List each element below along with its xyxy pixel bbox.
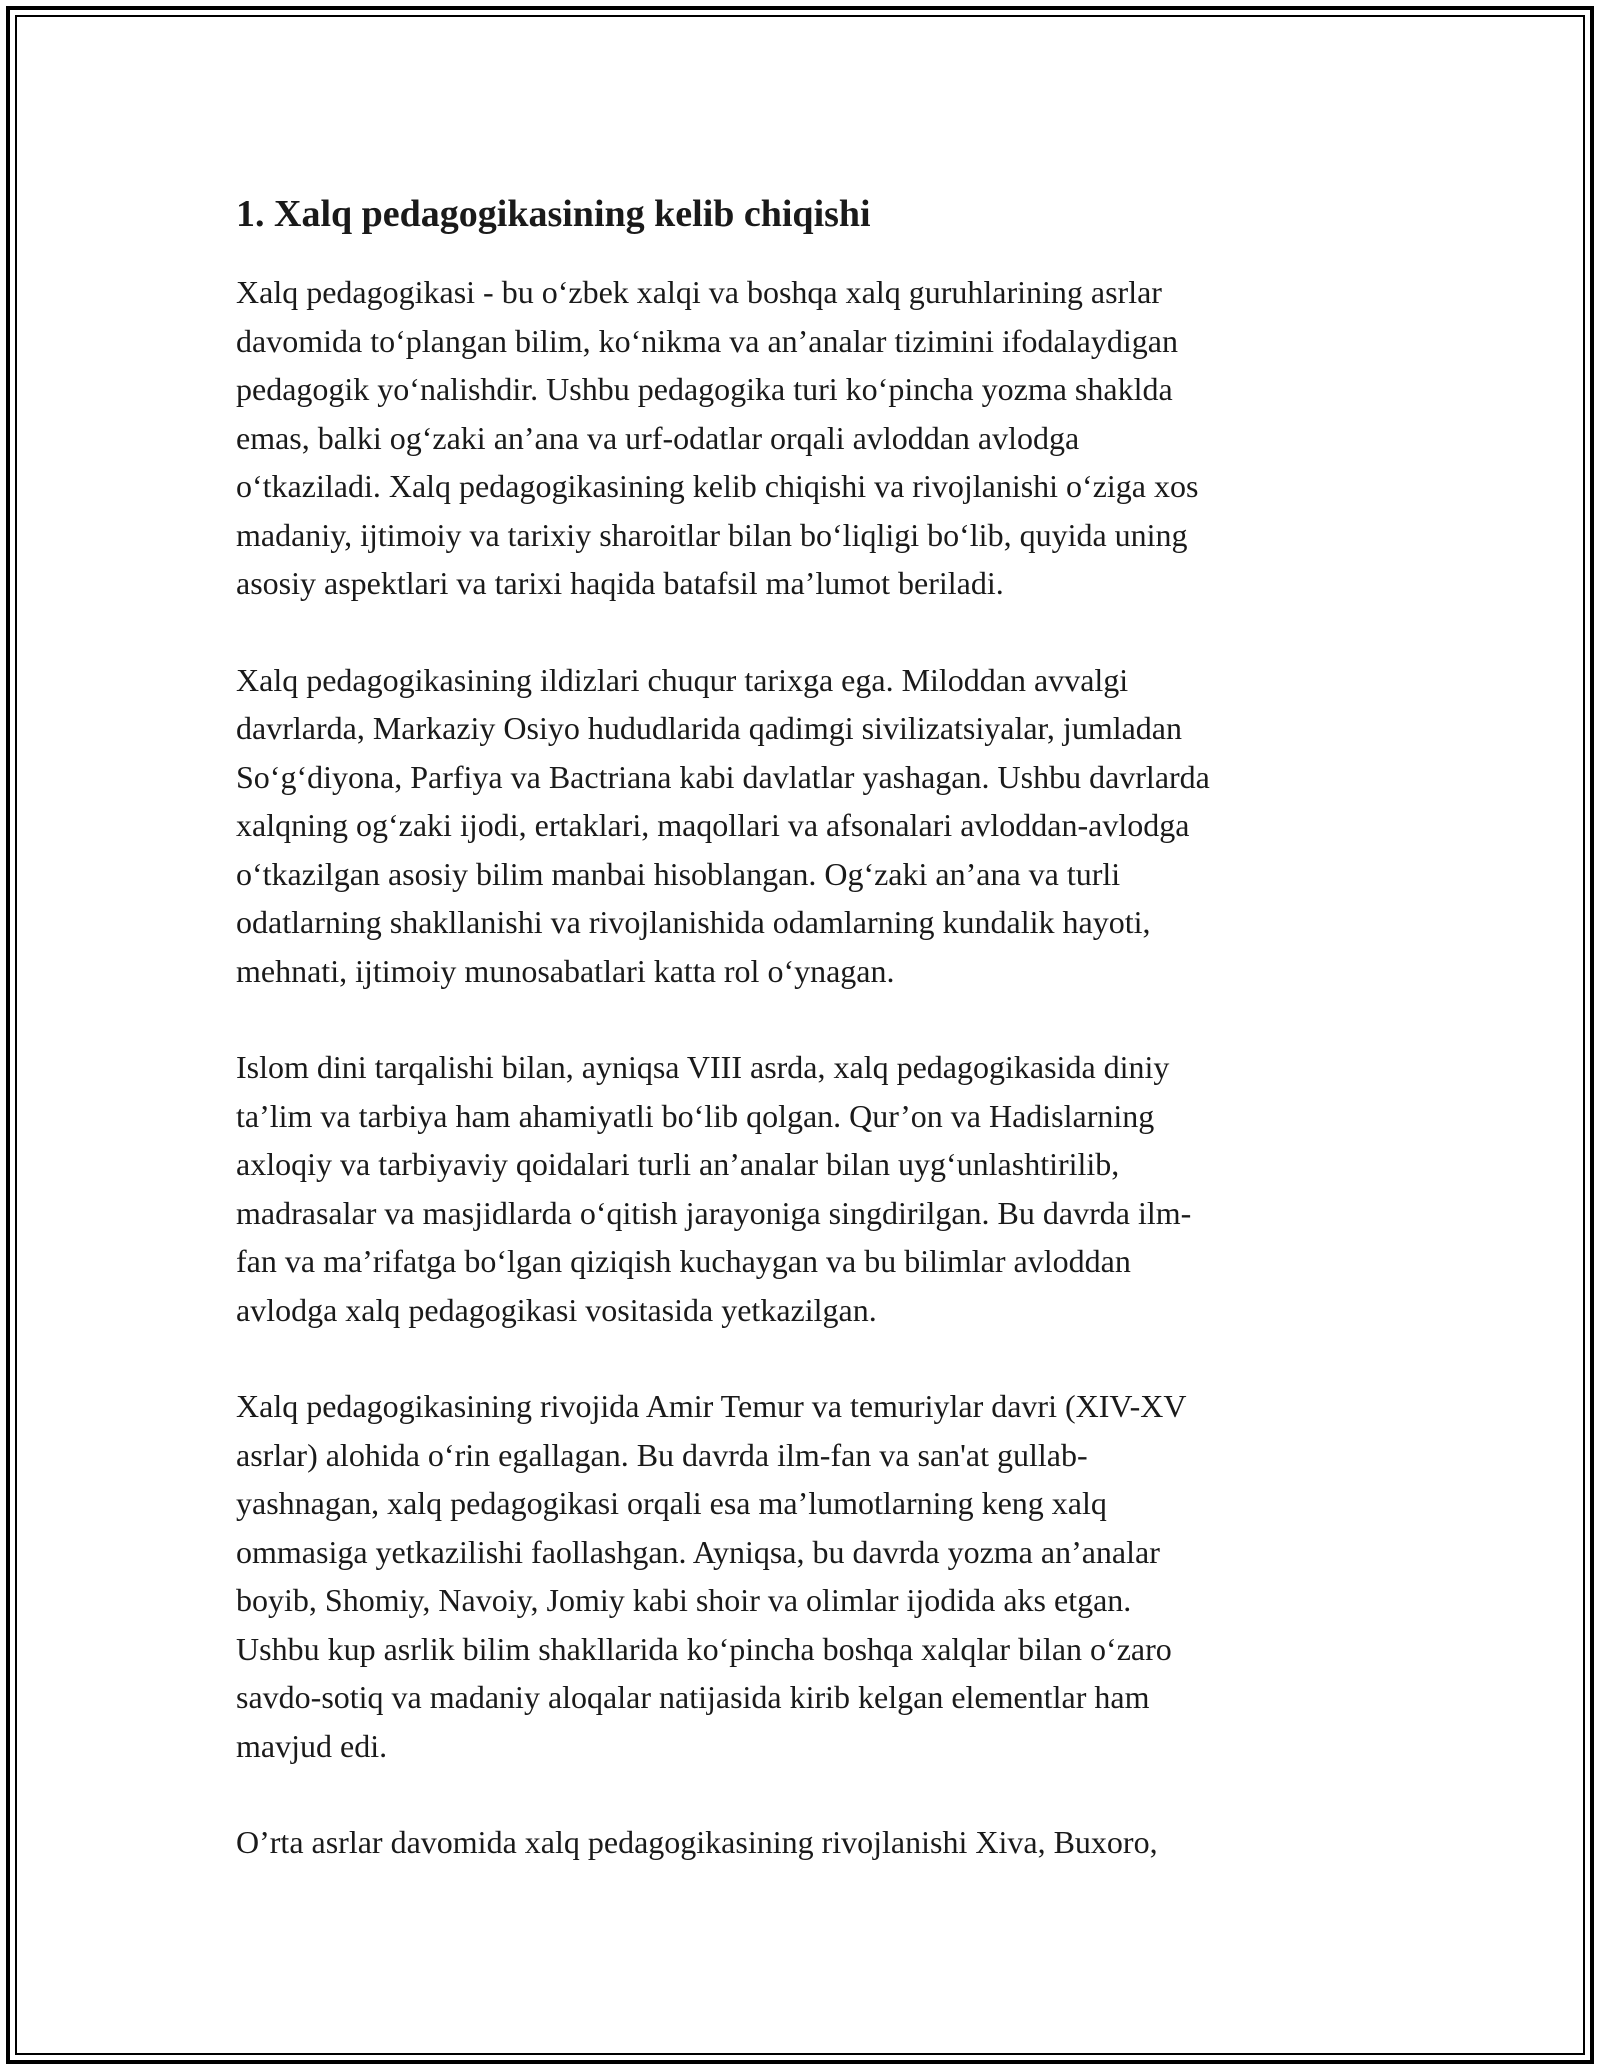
text-line: pedagogik yo‘nalishdir. Ushbu pedagogika turi ko‘pincha yozma shaklda — [236, 371, 1173, 407]
text-line: axloqiy va tarbiyaviy qoidalari turli an’analar bilan uyg‘unlashtirilib, — [236, 1146, 1120, 1182]
text-line: odatlarning shakllanishi va rivojlanishida odamlarning kundalik hayoti, — [236, 904, 1151, 940]
text-line: savdo-sotiq va madaniy aloqalar natijasida kirib kelgan elementlar ham — [236, 1679, 1150, 1715]
text-line: Xalq pedagogikasining ildizlari chuqur tarixga ega. Miloddan avvalgi — [236, 661, 1129, 698]
text-line: mavjud edi. — [236, 1727, 388, 1764]
text-line: yashnagan, xalq pedagogikasi orqali esa ma’lumotlarning keng xalq — [236, 1485, 1107, 1521]
text-line: madrasalar va masjidlarda o‘qitish jarayoniga singdirilgan. Bu davrda ilm- — [236, 1194, 1192, 1231]
text-line: O’rta asrlar davomida xalq pedagogikasining rivojlanishi Xiva, Buxoro, — [236, 1824, 1158, 1860]
document-body — [236, 188, 1356, 1915]
paragraph-2 — [236, 656, 1356, 996]
text-line: Xalq pedagogikasi - bu o‘zbek xalqi va boshqa xalq guruhlarining asrlar — [236, 274, 1162, 310]
section-heading: 1. Xalq pedagogikasining kelib chiqishi — [236, 193, 871, 235]
text-line: avlodga xalq pedagogikasi vositasida yetkazilgan. — [236, 1291, 877, 1328]
paragraph-4 — [236, 1382, 1356, 1770]
text-line: o‘tkazilgan asosiy bilim manbai hisoblangan. Og‘zaki an’ana va turli — [236, 855, 1121, 892]
text-line: boyib, Shomiy, Navoiy, Jomiy kabi shoir va olimlar ijodida aks etgan. — [236, 1582, 1132, 1618]
text-line: davomida to‘plangan bilim, ko‘nikma va an’analar tizimini ifodalaydigan — [236, 322, 1178, 359]
text-line: mehnati, ijtimoiy munosabatlari katta rol o‘ynagan. — [236, 952, 895, 989]
text-line: asosiy aspektlari va tarixi haqida batafsil ma’lumot beriladi. — [236, 565, 1004, 601]
text-line: ta’lim va tarbiya ham ahamiyatli bo‘lib qolgan. Qur’on va Hadislarning — [236, 1097, 1155, 1134]
paragraph-3 — [236, 1043, 1356, 1334]
text-line: madaniy, ijtimoiy va tarixiy sharoitlar bilan bo‘liqligi bo‘lib, quyida uning — [236, 516, 1188, 553]
text-line: Ushbu kup asrlik bilim shakllarida ko‘pincha boshqa xalqlar bilan o‘zaro — [236, 1630, 1172, 1667]
text-line: o‘tkaziladi. Xalq pedagogikasining kelib chiqishi va rivojlanishi o‘ziga xos — [236, 468, 1199, 504]
text-line: fan va ma’rifatga bo‘lgan qiziqish kuchaygan va bu bilimlar avloddan — [236, 1243, 1131, 1279]
text-line: asrlar) alohida o‘rin egallagan. Bu davrda ilm-fan va san'at gullab- — [236, 1436, 1088, 1473]
text-line: emas, balki og‘zaki an’ana va urf-odatlar orqali avloddan avlodga — [236, 419, 1080, 456]
text-line: xalqning og‘zaki ijodi, ertaklari, maqollari va afsonalari avloddan-avlodga — [236, 807, 1190, 843]
paragraph-1 — [236, 268, 1356, 608]
text-line: So‘g‘diyona, Parfiya va Bactriana kabi davlatlar yashagan. Ushbu davrlarda — [236, 758, 1210, 795]
text-line: davrlarda, Markaziy Osiyo hududlarida qadimgi sivilizatsiyalar, jumladan — [236, 710, 1182, 746]
text-line: Xalq pedagogikasining rivojida Amir Temur va temuriylar davri (XIV-XV — [236, 1388, 1187, 1424]
paragraph-5 — [236, 1818, 1356, 1867]
text-line: ommasiga yetkazilishi faollashgan. Ayniqsa, bu davrda yozma an’analar — [236, 1533, 1160, 1570]
text-line: Islom dini tarqalishi bilan, ayniqsa VIII asrda, xalq pedagogikasida diniy — [236, 1049, 1170, 1085]
